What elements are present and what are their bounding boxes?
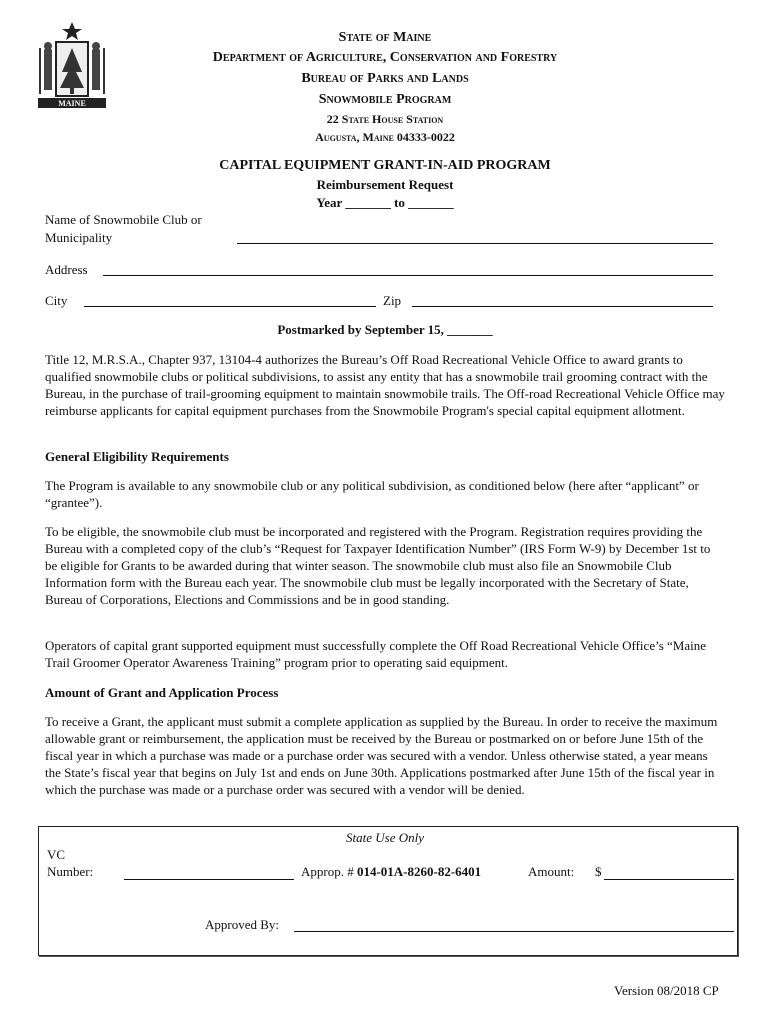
address-field[interactable] <box>103 275 713 276</box>
currency-symbol: $ <box>595 864 602 879</box>
grant-heading: Amount of Grant and Application Process <box>45 685 279 700</box>
amount-field[interactable] <box>604 879 734 880</box>
state-use-title: State Use Only <box>346 830 424 845</box>
eligibility-heading: General Eligibility Requirements <box>45 449 229 464</box>
approp-label: Approp. # <box>301 864 354 879</box>
club-label-line-1: Name of Snowmobile Club or <box>45 212 202 227</box>
form-subtitle: Reimbursement Request <box>316 177 454 192</box>
club-label-line-2: Municipality <box>45 230 113 245</box>
approp-value: 014-01A-8260-82-6401 <box>356 864 482 879</box>
header-street: 22 State House Station <box>326 112 444 126</box>
header-program: Snowmobile Program <box>318 92 452 107</box>
header-state: State of Maine <box>338 30 432 45</box>
header-department: Department of Agriculture, Conservation and Forestry <box>212 50 558 65</box>
postmark-deadline: Postmarked by September 15, _______ <box>277 322 493 337</box>
vc-number-field[interactable] <box>124 879 294 880</box>
city-field[interactable] <box>84 306 376 307</box>
zip-label: Zip <box>383 293 402 308</box>
intro-paragraph: Title 12, M.R.S.A., Chapter 937, 13104-4 authorizes the Bureau’s Off Road Recreational Vehicle Office to award grants to qualified snowmobile clubs or political subdivisions, to assist any entity that has a snowmobile trail grooming contract with the Bureau, in the purchase of trail-grooming equipment to maintain snowmobile trails. The Off-road Recreational Vehicle Office may reimburse applicants for capital equipment purchases from the Snowmobile Program's special capital equipment allotment. <box>45 352 725 418</box>
year-field[interactable]: Year _______ to _______ <box>316 195 454 210</box>
eligibility-paragraph-2: To be eligible, the snowmobile club must be incorporated and registered with the Program. Registration requires providing the Bureau with a completed copy of the club’s “Request for Taxpayer Identification Number” (IRS Form W-9) by December 1st to be eligible for Grants to be awarded during that winter season. The snowmobile club must also file an Snowmobile Club Information form with the Bureau each year. The snowmobile club must be legally incorporated with the Secretary of State, Bureau of Corporations, Elections and Commissions and be in good standing. <box>45 524 711 607</box>
approved-by-field[interactable] <box>294 931 734 932</box>
approved-by-label: Approved By: <box>205 917 280 932</box>
version-footer: Version 08/2018 CP <box>614 983 719 998</box>
address-label: Address <box>45 262 88 277</box>
svg-text:MAINE: MAINE <box>58 99 86 108</box>
club-name-field[interactable] <box>237 243 713 244</box>
city-label: City <box>45 293 68 308</box>
eligibility-paragraph-3: Operators of capital grant supported equipment must successfully complete the Off Road Recreational Vehicle Office’s “Maine Trail Groomer Operator Awareness Training” program prior to operating said equipment. <box>45 638 706 670</box>
header-bureau: Bureau of Parks and Lands <box>301 71 469 86</box>
form-title: CAPITAL EQUIPMENT GRANT-IN-AID PROGRAM <box>219 158 551 173</box>
eligibility-paragraph-1: The Program is available to any snowmobile club or any political subdivision, as conditioned below (here after “applicant” or “grantee”). <box>45 478 699 510</box>
zip-field[interactable] <box>412 306 713 307</box>
vc-label-line-2: Number: <box>47 864 94 879</box>
grant-paragraph: To receive a Grant, the applicant must submit a complete application as supplied by the Bureau. In order to receive the maximum allowable grant or reimbursement, the application must be received by the Bureau or postmarked on or before June 15th of the fiscal year in which a purchase was made or a purchase order was secured with a vendor. Unless otherwise stated, a year means the State’s fiscal year that begins on July 1st and ends on June 30th. Applications postmarked after June 15th of the fiscal year in which the purchase was made or a purchase order was secured with a vendor will be denied. <box>45 714 718 797</box>
header-city: Augusta, Maine 04333-0022 <box>315 130 455 144</box>
approp-row <box>301 864 481 880</box>
amount-label: Amount: <box>528 864 575 879</box>
vc-label-line-1: VC <box>47 847 66 862</box>
